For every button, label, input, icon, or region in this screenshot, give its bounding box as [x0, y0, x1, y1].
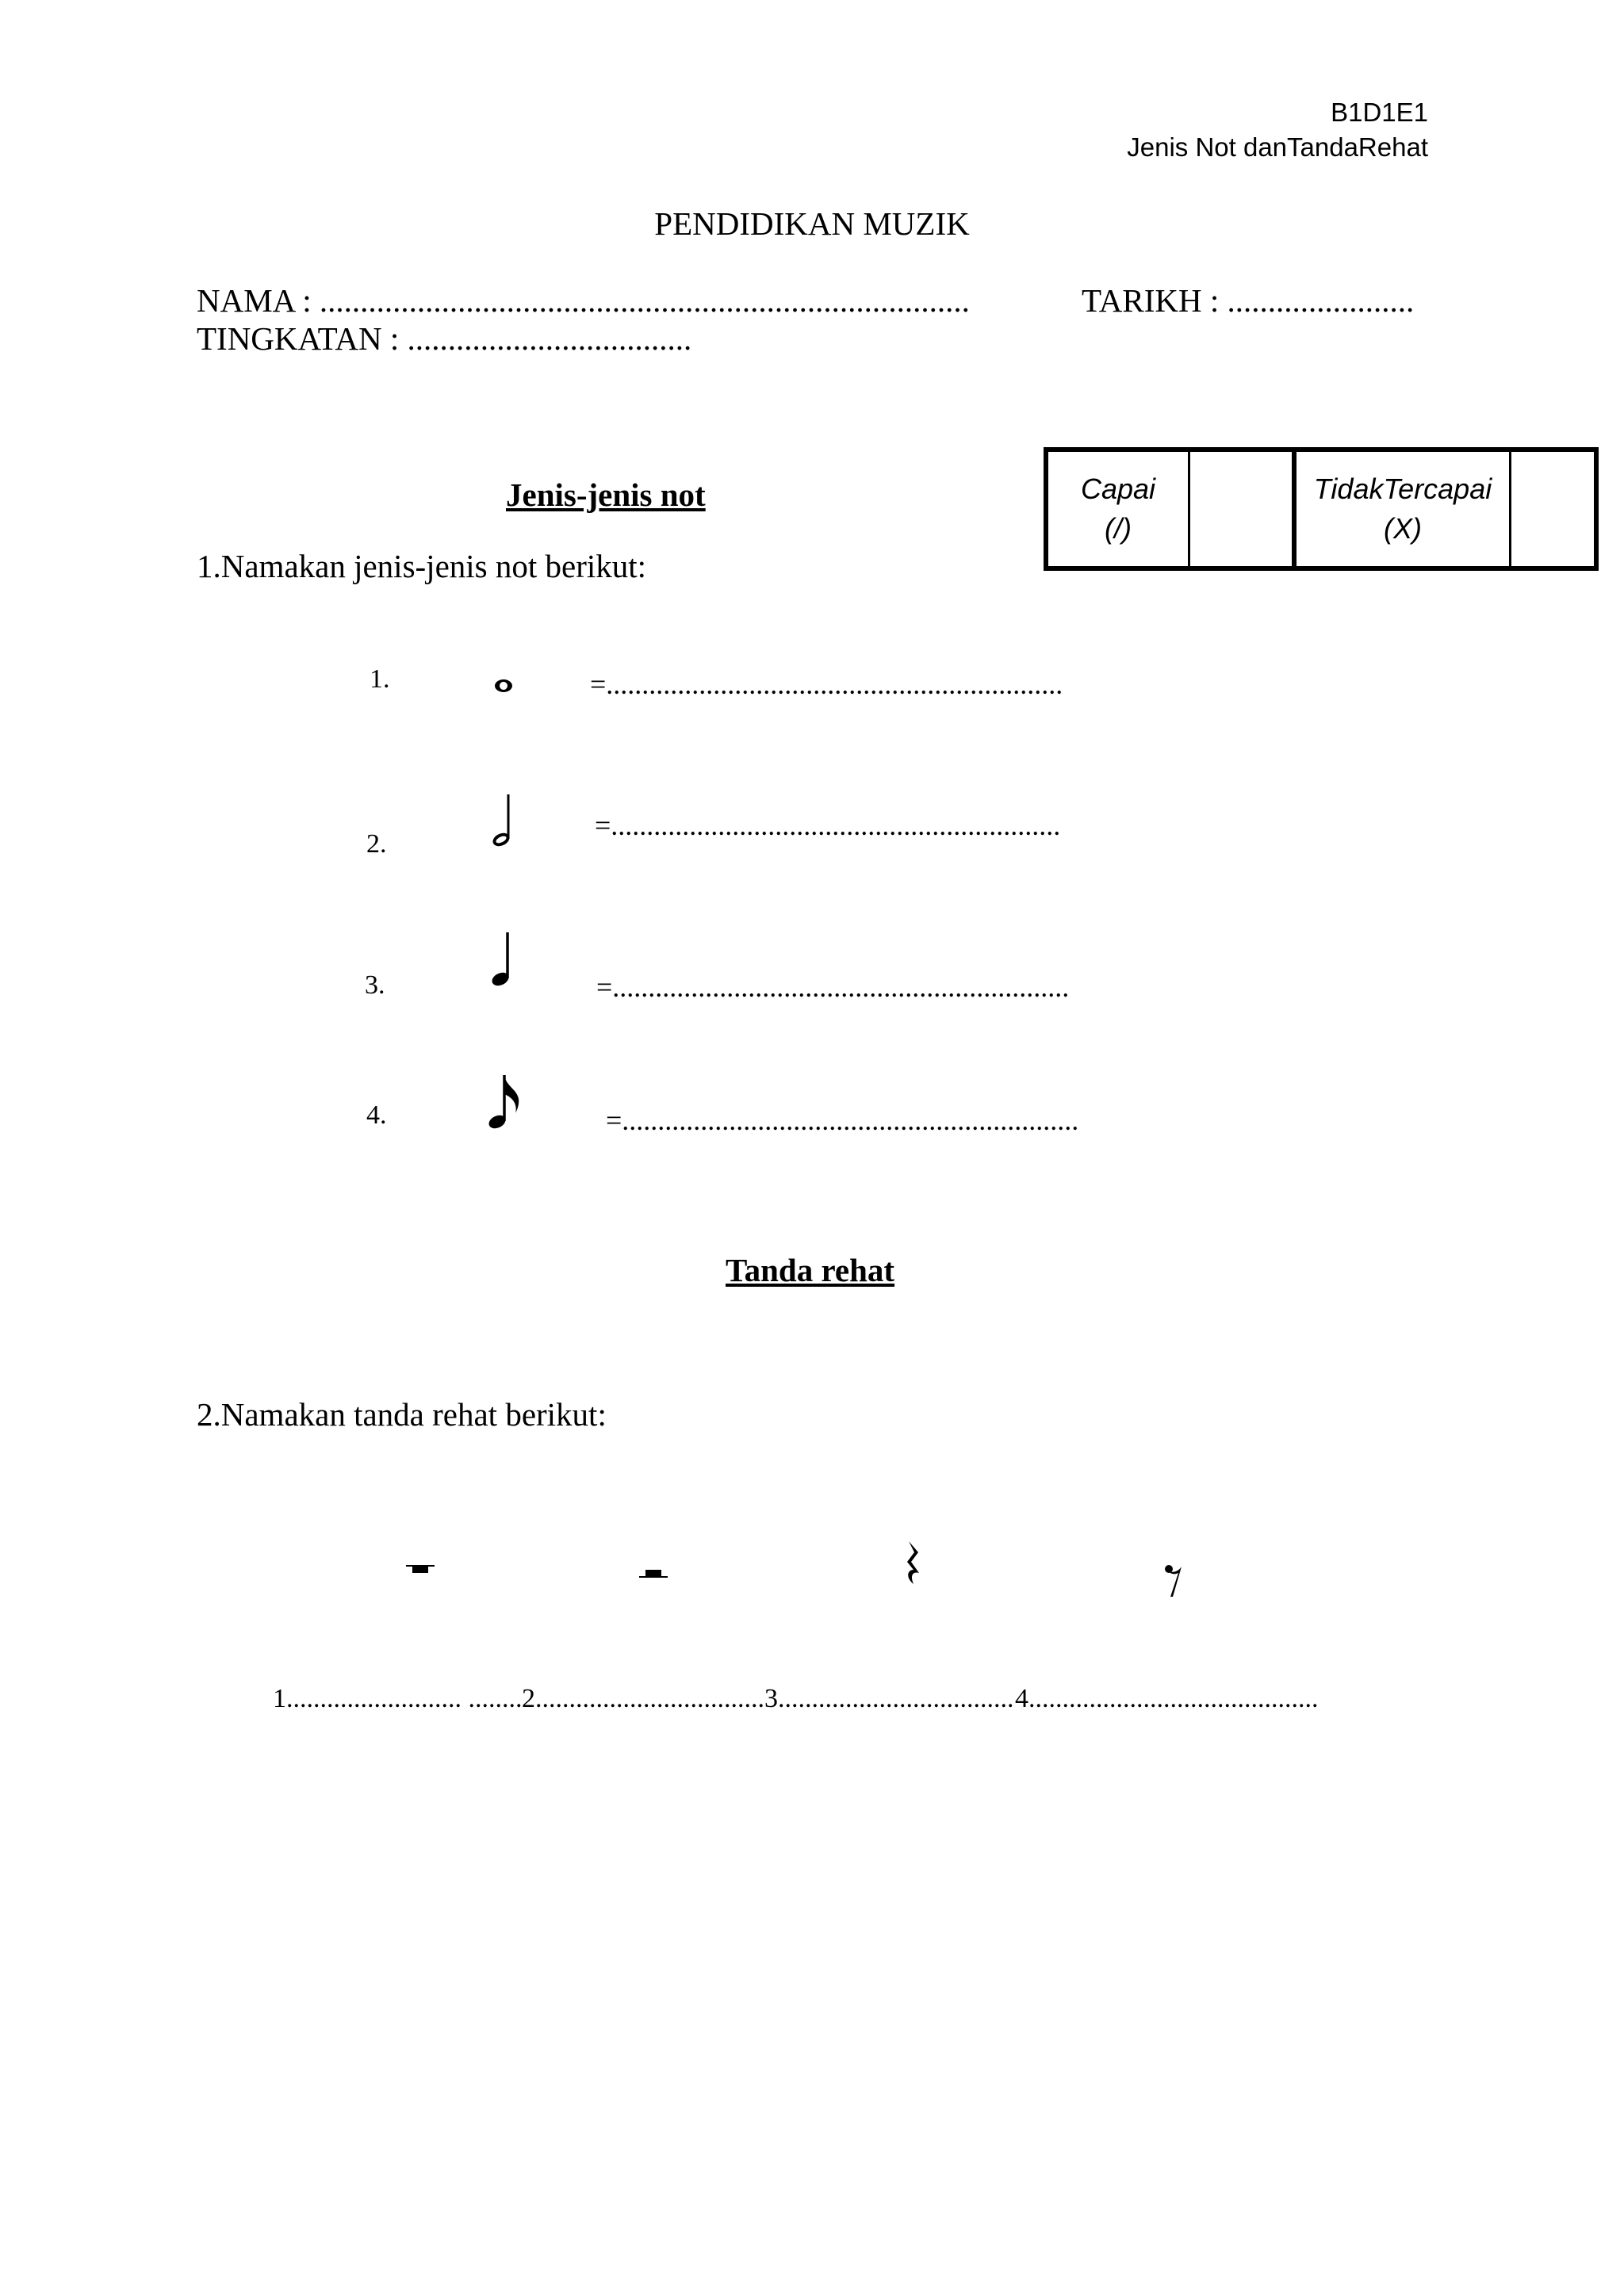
- achieved-mark: (/): [1105, 512, 1132, 545]
- document-code-block: [1127, 95, 1428, 165]
- whole-rest-icon: [404, 1563, 436, 1579]
- section1-heading: Jenis-jenis not: [506, 476, 706, 513]
- note-answer-line[interactable]: =................................................................: [590, 668, 1063, 700]
- note-answer-line[interactable]: =................................................................: [606, 1104, 1079, 1136]
- page-title: PENDIDIKAN MUZIK: [654, 205, 970, 242]
- tarikh-field[interactable]: TARIKH : .......................: [1082, 282, 1415, 319]
- document-topic: Jenis Not danTandaRehat: [1127, 132, 1428, 162]
- achieved-label: Capai: [1080, 473, 1156, 505]
- note-item-number: 3.: [365, 970, 385, 1000]
- note-answer-line[interactable]: =................................................................: [596, 971, 1070, 1003]
- eighth-note-icon: [482, 1072, 530, 1135]
- rest-answer-line[interactable]: 4...........................................: [1015, 1684, 1319, 1713]
- section2-heading: Tanda rehat: [726, 1252, 895, 1288]
- rest-answer-line[interactable]: 3...................................: [764, 1684, 1014, 1713]
- tingkatan-field[interactable]: TINGKATAN : ...................................: [197, 320, 692, 357]
- quarter-rest-icon: [902, 1538, 926, 1594]
- section1-instruction: 1.Namakan jenis-jenis not berikut:: [197, 548, 647, 584]
- rest-answer-line[interactable]: 1.......................... ........: [273, 1684, 523, 1713]
- half-rest-icon: [638, 1567, 669, 1582]
- not-achieved-mark-box[interactable]: [1511, 450, 1597, 568]
- rest-answer-line[interactable]: 2..................................: [522, 1684, 764, 1713]
- achieved-mark-box[interactable]: [1189, 450, 1295, 568]
- whole-note-icon: [492, 674, 523, 698]
- not-achieved-label-cell: [1294, 450, 1511, 568]
- quarter-note-icon: [487, 929, 519, 993]
- half-note-icon: [488, 790, 520, 853]
- score-table: [1044, 447, 1599, 571]
- note-item-number: 4.: [366, 1100, 387, 1130]
- not-achieved-mark: (X): [1384, 512, 1422, 545]
- note-item-number: 1.: [370, 664, 390, 694]
- section2-instruction: 2.Namakan tanda rehat berikut:: [197, 1396, 607, 1433]
- eighth-rest-icon: [1162, 1562, 1186, 1601]
- achieved-label-cell: [1046, 450, 1189, 568]
- note-item-number: 2.: [366, 829, 387, 859]
- document-code: B1D1E1: [1331, 98, 1428, 127]
- nama-field[interactable]: NAMA : ................................................................................: [197, 282, 970, 319]
- note-answer-line[interactable]: =...............................................................: [595, 809, 1061, 841]
- not-achieved-label: TidakTercapai: [1313, 473, 1492, 505]
